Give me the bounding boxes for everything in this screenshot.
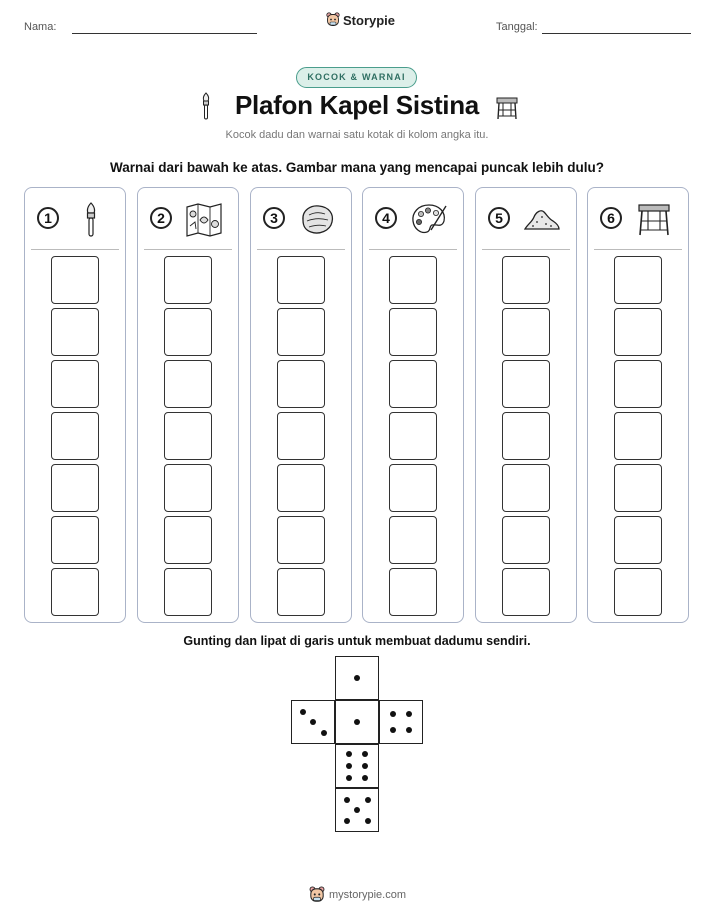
color-box[interactable] (389, 360, 437, 408)
column-3 (250, 187, 352, 623)
column-2 (137, 187, 239, 623)
color-box[interactable] (277, 256, 325, 304)
color-box[interactable] (389, 412, 437, 460)
dice-pip (406, 727, 412, 733)
plaster-stone-icon (297, 200, 337, 238)
cut-instruction: Gunting dan lipat di garis untuk membuat dadumu sendiri. (183, 634, 531, 648)
dice-pip (344, 818, 350, 824)
color-box[interactable] (164, 360, 212, 408)
color-box[interactable] (389, 516, 437, 564)
dice-pip (362, 751, 368, 757)
color-box[interactable] (502, 412, 550, 460)
color-box[interactable] (502, 360, 550, 408)
dice-face-bottom (335, 788, 379, 832)
column-divider (482, 249, 570, 250)
dice-pip (362, 763, 368, 769)
color-box[interactable] (164, 516, 212, 564)
color-box[interactable] (502, 308, 550, 356)
color-box[interactable] (164, 308, 212, 356)
dice-pip (346, 775, 352, 781)
color-box[interactable] (614, 360, 662, 408)
color-box[interactable] (389, 308, 437, 356)
page-title: Plafon Kapel Sistina (235, 90, 479, 120)
name-label: Nama: (24, 21, 57, 33)
footer (309, 886, 406, 904)
color-box[interactable] (164, 256, 212, 304)
color-box[interactable] (502, 256, 550, 304)
dice-pip (354, 807, 360, 813)
dice-face-left (291, 700, 335, 744)
coloring-instruction: Warnai dari bawah ke atas. Gambar mana yang mencapai puncak lebih dulu? (110, 160, 604, 175)
column-number: 5 (488, 207, 510, 229)
date-label: Tanggal: (496, 21, 538, 33)
column-divider (594, 249, 682, 250)
dice-pip (300, 709, 306, 715)
color-box[interactable] (164, 568, 212, 616)
column-number: 2 (150, 207, 172, 229)
color-box[interactable] (277, 464, 325, 512)
date-field-line[interactable] (542, 33, 691, 34)
fresco-map-icon (184, 200, 224, 238)
color-box[interactable] (277, 308, 325, 356)
dice-pip (365, 797, 371, 803)
color-box[interactable] (389, 464, 437, 512)
column-number: 6 (600, 207, 622, 229)
color-box[interactable] (502, 464, 550, 512)
color-box[interactable] (277, 568, 325, 616)
pigment-pile-icon (522, 200, 562, 238)
color-box[interactable] (277, 360, 325, 408)
paintbrush-icon (71, 200, 111, 238)
column-5 (475, 187, 577, 623)
color-box[interactable] (51, 256, 99, 304)
dice-pip (390, 727, 396, 733)
dice-pip (354, 719, 360, 725)
color-box[interactable] (51, 412, 99, 460)
dice-pip (406, 711, 412, 717)
dice-face-right (379, 700, 423, 744)
dice-pip (365, 818, 371, 824)
color-box[interactable] (614, 516, 662, 564)
color-box[interactable] (389, 568, 437, 616)
column-number: 1 (37, 207, 59, 229)
dice-pip (310, 719, 316, 725)
color-box[interactable] (614, 256, 662, 304)
brand-logo (326, 12, 395, 28)
storypie-mascot-icon (326, 12, 340, 28)
color-box[interactable] (614, 464, 662, 512)
column-divider (257, 249, 345, 250)
color-box[interactable] (614, 412, 662, 460)
color-box[interactable] (502, 568, 550, 616)
column-number: 3 (263, 207, 285, 229)
dice-face-center (335, 700, 379, 744)
activity-badge: KOCOK & WARNAI (296, 67, 417, 88)
storypie-mascot-icon (309, 886, 325, 904)
column-divider (369, 249, 457, 250)
dice-pip (346, 751, 352, 757)
color-box[interactable] (51, 360, 99, 408)
dice-pip (321, 730, 327, 736)
dice-pip (390, 711, 396, 717)
column-number: 4 (375, 207, 397, 229)
scaffold-icon (634, 200, 674, 238)
column-6 (587, 187, 689, 623)
paint-palette-icon (409, 200, 449, 238)
scaffold-title-icon (494, 95, 520, 121)
column-divider (144, 249, 232, 250)
color-box[interactable] (614, 308, 662, 356)
page-subtitle: Kocok dadu dan warnai satu kotak di kolom angka itu. (225, 129, 489, 141)
dice-pip (346, 763, 352, 769)
color-box[interactable] (51, 516, 99, 564)
dice-face-top (335, 656, 379, 700)
name-field-line[interactable] (72, 33, 257, 34)
color-box[interactable] (277, 516, 325, 564)
dice-pip (354, 675, 360, 681)
dice-pip (344, 797, 350, 803)
brand-name: Storypie (343, 12, 396, 28)
color-box[interactable] (502, 516, 550, 564)
dice-face-below-center (335, 744, 379, 788)
dice-pip (362, 775, 368, 781)
color-box[interactable] (51, 464, 99, 512)
color-box[interactable] (164, 412, 212, 460)
color-box[interactable] (164, 464, 212, 512)
column-divider (31, 249, 119, 250)
color-box[interactable] (51, 568, 99, 616)
column-1 (24, 187, 126, 623)
footer-url: mystorypie.com (329, 889, 407, 901)
color-box[interactable] (389, 256, 437, 304)
color-box[interactable] (614, 568, 662, 616)
column-4 (362, 187, 464, 623)
color-box[interactable] (277, 412, 325, 460)
color-box[interactable] (51, 308, 99, 356)
